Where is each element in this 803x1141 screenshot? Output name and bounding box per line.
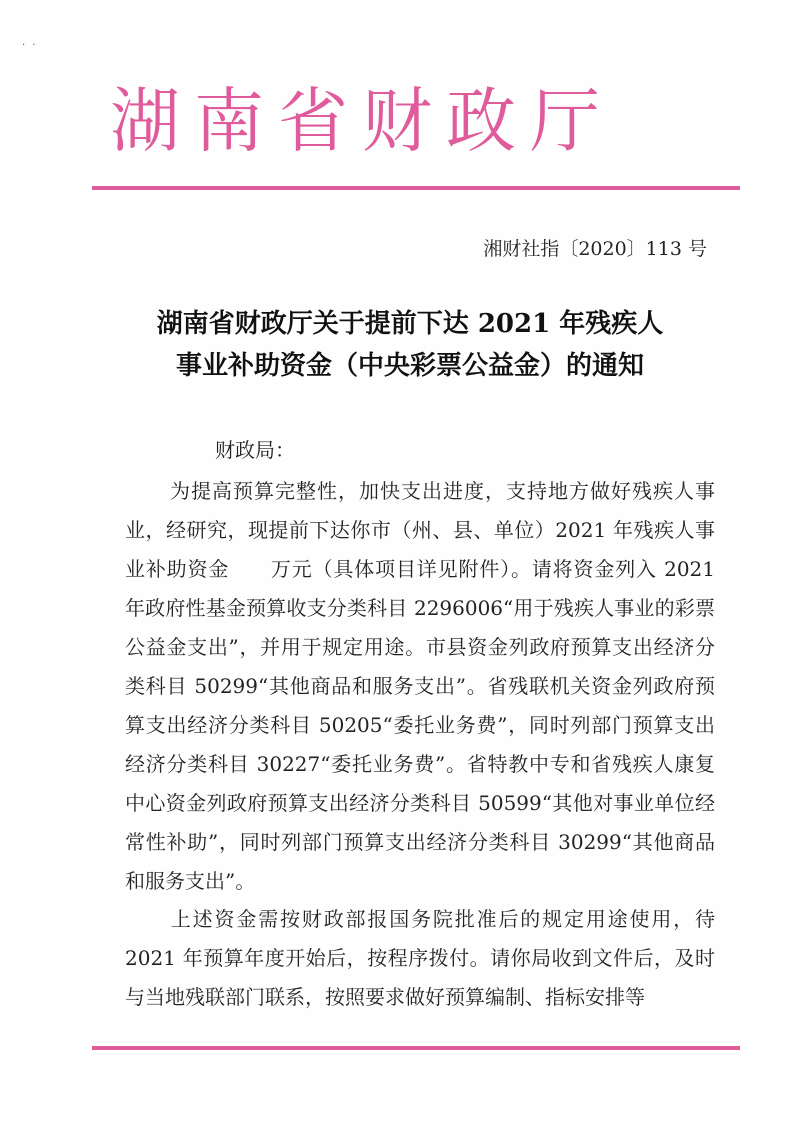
document-number: 湘财社指〔2020〕113 号	[483, 238, 707, 260]
letterhead-red-rule	[92, 186, 740, 190]
salutation: 财政局：	[215, 438, 295, 462]
paragraph-1-text: 为提高预算完整性，加快支出进度，支持地方做好残疾人事业，经研究，现提前下达你市（州、县、单位）2021 年残疾人事业补助资金 万元（具体项目详见附件）。请将资金列入 2021 年政府性基金预算收支分类科目 2296006“用于残疾人事业的彩票公益金支出”，并用于规定用途。市县资金列政府预算支出经济分类科目 50299“其他商品和服务支出”。省残联机关资金列政府预算支出经济分类科目 50205“委托业务费”，同时列部门预算支出经济分类科目 30227“委托业务费”。省特教中专和省残疾人康复中心资金列政府预算支出经济分类科目 50599“其他对事业单位经常性补助”，同时列部门预算支出经济分类科目 30299“其他商品和服务支出”。	[125, 479, 715, 893]
body-paragraph-2	[125, 900, 715, 1017]
scan-speck: · ·	[22, 40, 38, 51]
notice-title	[100, 303, 720, 387]
letterhead-org-name: 湖南省财政厅	[110, 80, 614, 162]
notice-title-line-1: 湖南省财政厅关于提前下达 2021 年残疾人	[156, 309, 664, 339]
footer-red-rule	[92, 1046, 740, 1050]
notice-title-line-2: 事业补助资金（中央彩票公益金）的通知	[175, 351, 644, 381]
paragraph-2-text: 上述资金需按财政部报国务院批准后的规定用途使用，待 2021 年预算年度开始后，按程序拨付。请你局收到文件后，及时与当地残联部门联系，按照要求做好预算编制、指标安排等	[125, 907, 715, 1009]
body-paragraph-1	[125, 472, 715, 901]
